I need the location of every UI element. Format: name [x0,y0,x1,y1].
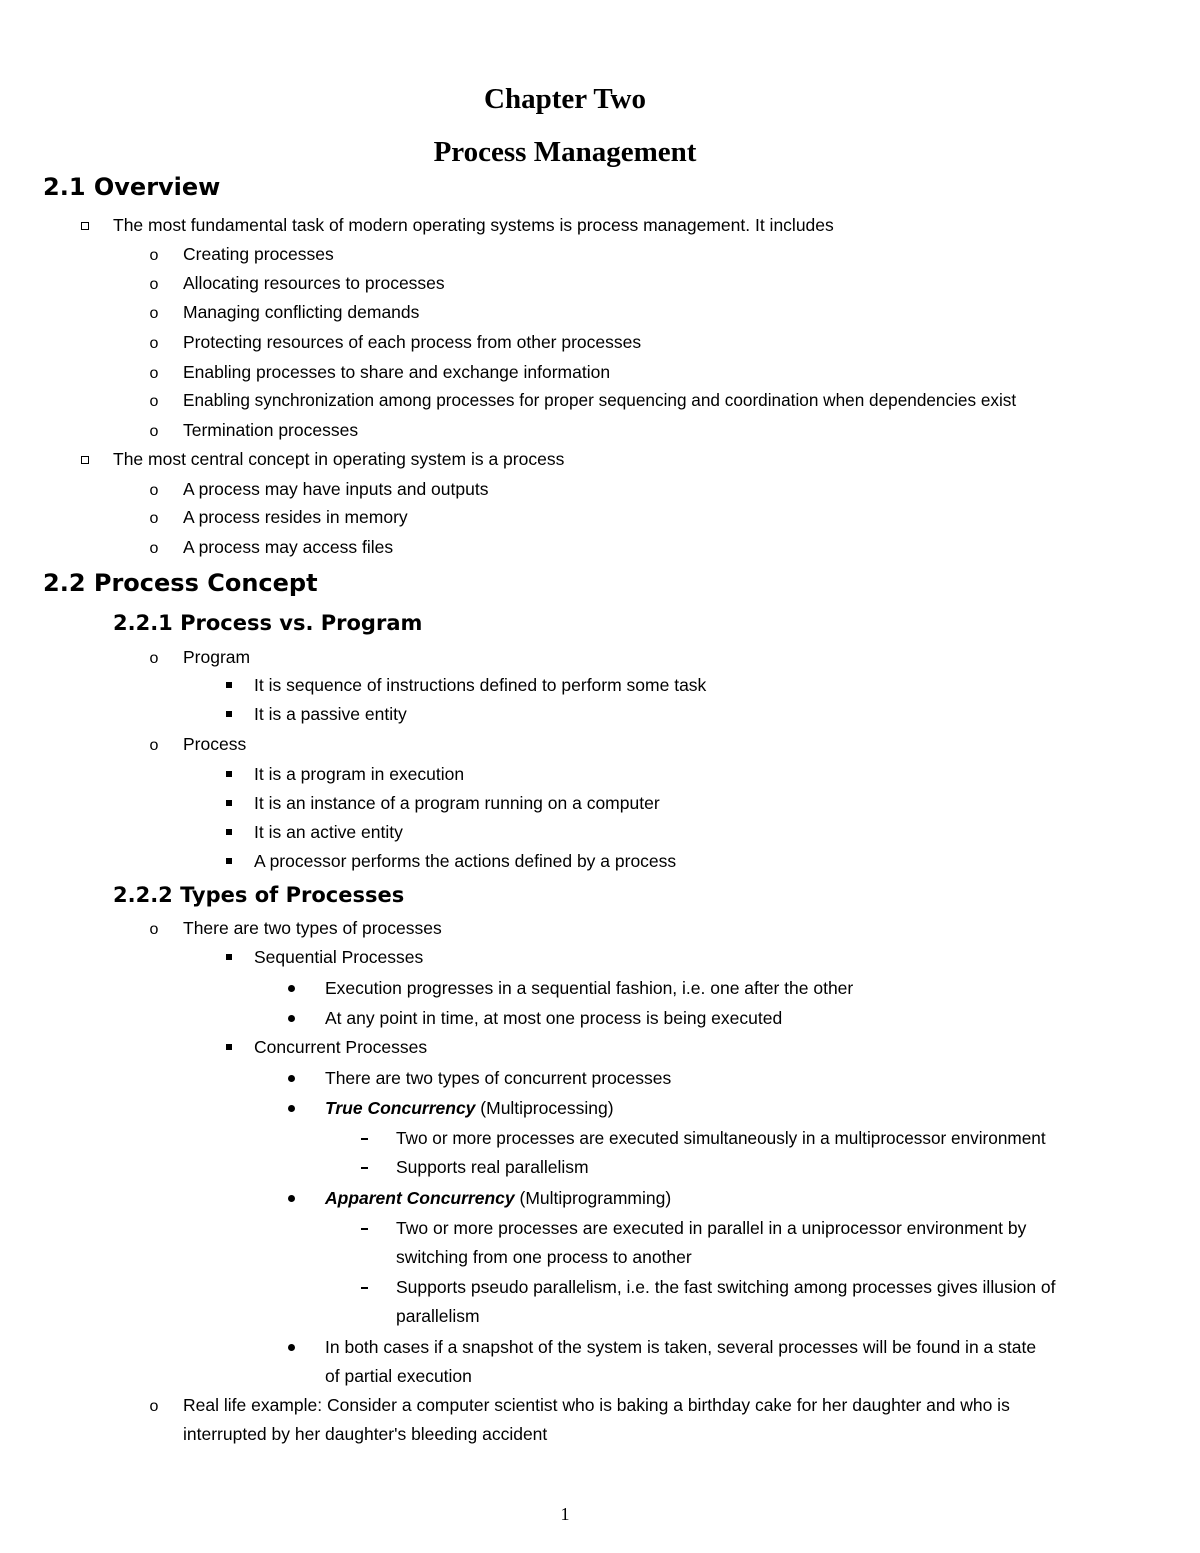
heading-types-of-processes: 2.2.2 Types of Processes [113,883,405,907]
dot-bullet-icon [288,1344,295,1351]
circle-bullet-icon: o [149,305,159,322]
dash-bullet-icon [361,1167,368,1169]
circle-bullet-icon: o [149,737,159,754]
circle-bullet-icon: o [149,335,159,352]
list-item-continued: of partial execution [325,1366,472,1386]
circle-bullet-icon: o [149,540,159,557]
list-item: It is an active entity [254,822,403,842]
heading-overview: 2.1 Overview [43,173,221,201]
chapter-subject: Process Management [433,136,697,168]
list-item: There are two types of concurrent processes [325,1068,672,1088]
circle-bullet-icon: o [149,510,159,527]
square-bullet-icon [81,456,89,464]
dot-bullet-icon [288,985,295,992]
list-item: Termination processes [183,420,359,440]
list-item [325,1097,614,1119]
square-bullet-icon [226,800,232,806]
list-item: Enabling processes to share and exchange information [183,362,611,382]
list-item: Two or more processes are executed simultaneously in a multiprocessor environment [396,1128,1046,1148]
list-item: At any point in time, at most one process is being executed [325,1008,783,1028]
list-item-continued: interrupted by her daughter's bleeding accident [183,1424,548,1444]
list-item: It is sequence of instructions defined to perform some task [254,675,707,695]
term-true-concurrency: True Concurrency [325,1098,476,1118]
list-item: In both cases if a snapshot of the system is taken, several processes will be found in a state [325,1337,1037,1357]
term-apparent-concurrency: Apparent Concurrency [325,1188,515,1208]
list-item [325,1187,671,1209]
circle-bullet-icon: o [149,423,159,440]
term-note: (Multiprogramming) [514,1188,672,1208]
list-item: Supports real parallelism [396,1157,589,1177]
page-number: 1 [560,1504,570,1524]
square-bullet-icon [226,858,232,864]
list-item: Allocating resources to processes [183,273,445,293]
square-bullet-icon [81,222,89,230]
list-item-continued: parallelism [396,1306,480,1326]
dot-bullet-icon [288,1105,295,1112]
heading-process-concept: 2.2 Process Concept [43,569,318,597]
circle-bullet-icon: o [149,1398,159,1415]
list-item: Protecting resources of each process from other processes [183,332,642,352]
dot-bullet-icon [288,1015,295,1022]
circle-bullet-icon: o [149,482,159,499]
square-bullet-icon [226,954,232,960]
square-bullet-icon [226,829,232,835]
list-item: There are two types of processes [183,918,442,938]
square-bullet-icon [226,711,232,717]
dash-bullet-icon [361,1287,368,1289]
term-note: (Multiprocessing) [475,1098,614,1118]
heading-process-vs-program: 2.2.1 Process vs. Program [113,611,423,635]
dash-bullet-icon [361,1138,368,1140]
square-bullet-icon [226,1044,232,1050]
list-item: Process [183,734,247,754]
list-item: Program [183,647,251,667]
list-item-continued: switching from one process to another [396,1247,692,1267]
list-item: Execution progresses in a sequential fashion, i.e. one after the other [325,978,854,998]
list-item: A process may have inputs and outputs [183,479,489,499]
circle-bullet-icon: o [149,276,159,293]
list-item: Two or more processes are executed in parallel in a uniprocessor environment by [396,1218,1027,1238]
list-item: Supports pseudo parallelism, i.e. the fast switching among processes gives illusion of [396,1277,1056,1297]
dash-bullet-icon [361,1228,368,1230]
circle-bullet-icon: o [149,247,159,264]
circle-bullet-icon: o [149,921,159,938]
list-item: A process may access files [183,537,394,557]
circle-bullet-icon: o [149,365,159,382]
chapter-title: Chapter Two [484,83,646,115]
list-item: Real life example: Consider a computer scientist who is baking a birthday cake for her daughter and who is [183,1395,1010,1415]
list-item: It is a program in execution [254,764,465,784]
list-item: A processor performs the actions defined by a process [254,851,677,871]
dot-bullet-icon [288,1075,295,1082]
circle-bullet-icon: o [149,393,159,410]
list-item: The most central concept in operating system is a process [113,449,565,469]
list-item: It is a passive entity [254,704,407,724]
list-item: The most fundamental task of modern operating systems is process management. It includes [113,215,834,235]
square-bullet-icon [226,682,232,688]
square-bullet-icon [226,771,232,777]
circle-bullet-icon: o [149,650,159,667]
list-item: Sequential Processes [254,947,424,967]
list-item: Enabling synchronization among processes for proper sequencing and coordination when dependencies exist [183,390,1017,410]
list-item: It is an instance of a program running on a computer [254,793,660,813]
list-item: Creating processes [183,244,334,264]
list-item: A process resides in memory [183,507,408,527]
list-item: Managing conflicting demands [183,302,420,322]
dot-bullet-icon [288,1195,295,1202]
list-item: Concurrent Processes [254,1037,428,1057]
